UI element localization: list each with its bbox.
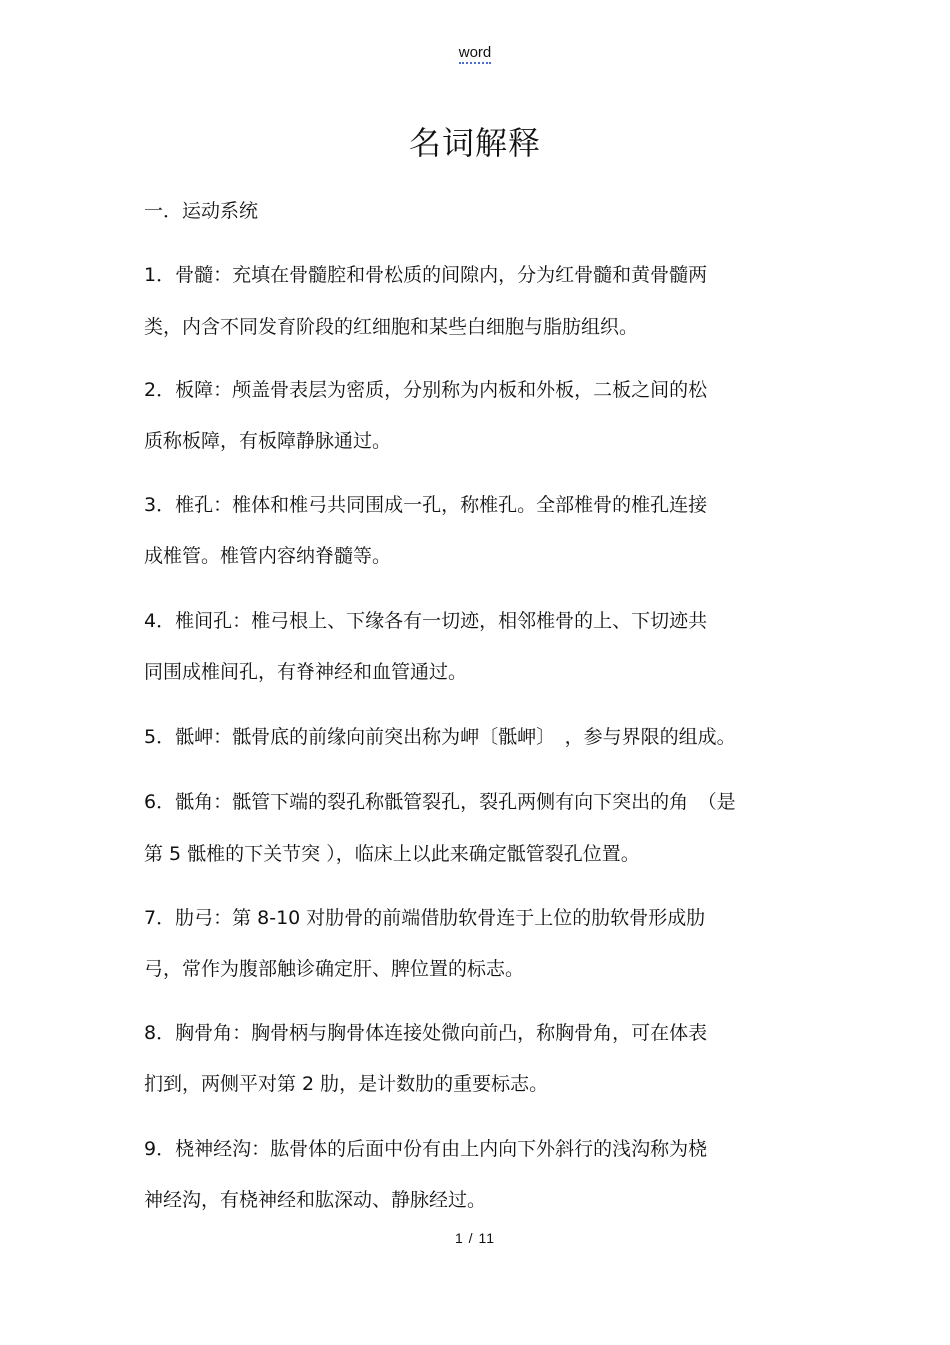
header-label [0, 44, 950, 61]
entry-6-line-2: 第 5 骶椎的下关节突 ），临床上以此来确定骶管裂孔位置。 [144, 843, 640, 865]
entry-6-line-1: 6．骶角：骶管下端的裂孔称骶管裂孔，裂孔两侧有向下突出的角 （是 [144, 791, 736, 813]
entry-8-line-2: 扪到，两侧平对第 2 肋，是计数肋的重要标志。 [144, 1073, 549, 1095]
entry-1-line-2: 类，内含不同发育阶段的红细胞和某些白细胞与脂肪组织。 [144, 316, 639, 338]
entry-8-line-1: 8．胸骨角：胸骨柄与胸骨体连接处微向前凸，称胸骨角，可在体表 [144, 1022, 708, 1044]
entry-4-line-2: 同围成椎间孔，有脊神经和血管通过。 [144, 661, 468, 683]
page-indicator: 1 / 11 [455, 1230, 495, 1246]
entry-7-line-2: 弓，常作为腹部触诊确定肝、脾位置的标志。 [144, 958, 525, 980]
entry-2-line-1: 2．板障：颅盖骨表层为密质，分别称为内板和外板，二板之间的松 [144, 379, 708, 401]
document-title: 名词解释 [408, 124, 541, 162]
entry-4-line-1: 4．椎间孔：椎弓根上、下缘各有一切迹，相邻椎骨的上、下切迹共 [144, 610, 708, 632]
entry-2-line-2: 质称板障，有板障静脉通过。 [144, 430, 392, 452]
entry-5-line-1: 5．骶岬：骶骨底的前缘向前突出称为岬〔骶岬〕 ，参与界限的组成。 [144, 726, 736, 748]
entry-7-line-1: 7．肋弓：第 8-10 对肋骨的前端借肋软骨连于上位的肋软骨形成肋 [144, 907, 706, 929]
entry-9-line-1: 9．桡神经沟：肱骨体的后面中份有由上内向下外斜行的浅沟称为桡 [144, 1138, 708, 1160]
entry-3-line-2: 成椎管。椎管内容纳脊髓等。 [144, 545, 392, 567]
entry-9-line-2: 神经沟，有桡神经和肱深动、静脉经过。 [144, 1189, 487, 1211]
entry-3-line-1: 3．椎孔：椎体和椎弓共同围成一孔，称椎孔。全部椎骨的椎孔连接 [144, 494, 708, 516]
header-label-text: word [459, 44, 492, 64]
entry-1-line-1: 1．骨髓：充填在骨髓腔和骨松质的间隙内，分为红骨髓和黄骨髓两 [144, 264, 708, 286]
section-heading: 一．运动系统 [144, 200, 259, 222]
